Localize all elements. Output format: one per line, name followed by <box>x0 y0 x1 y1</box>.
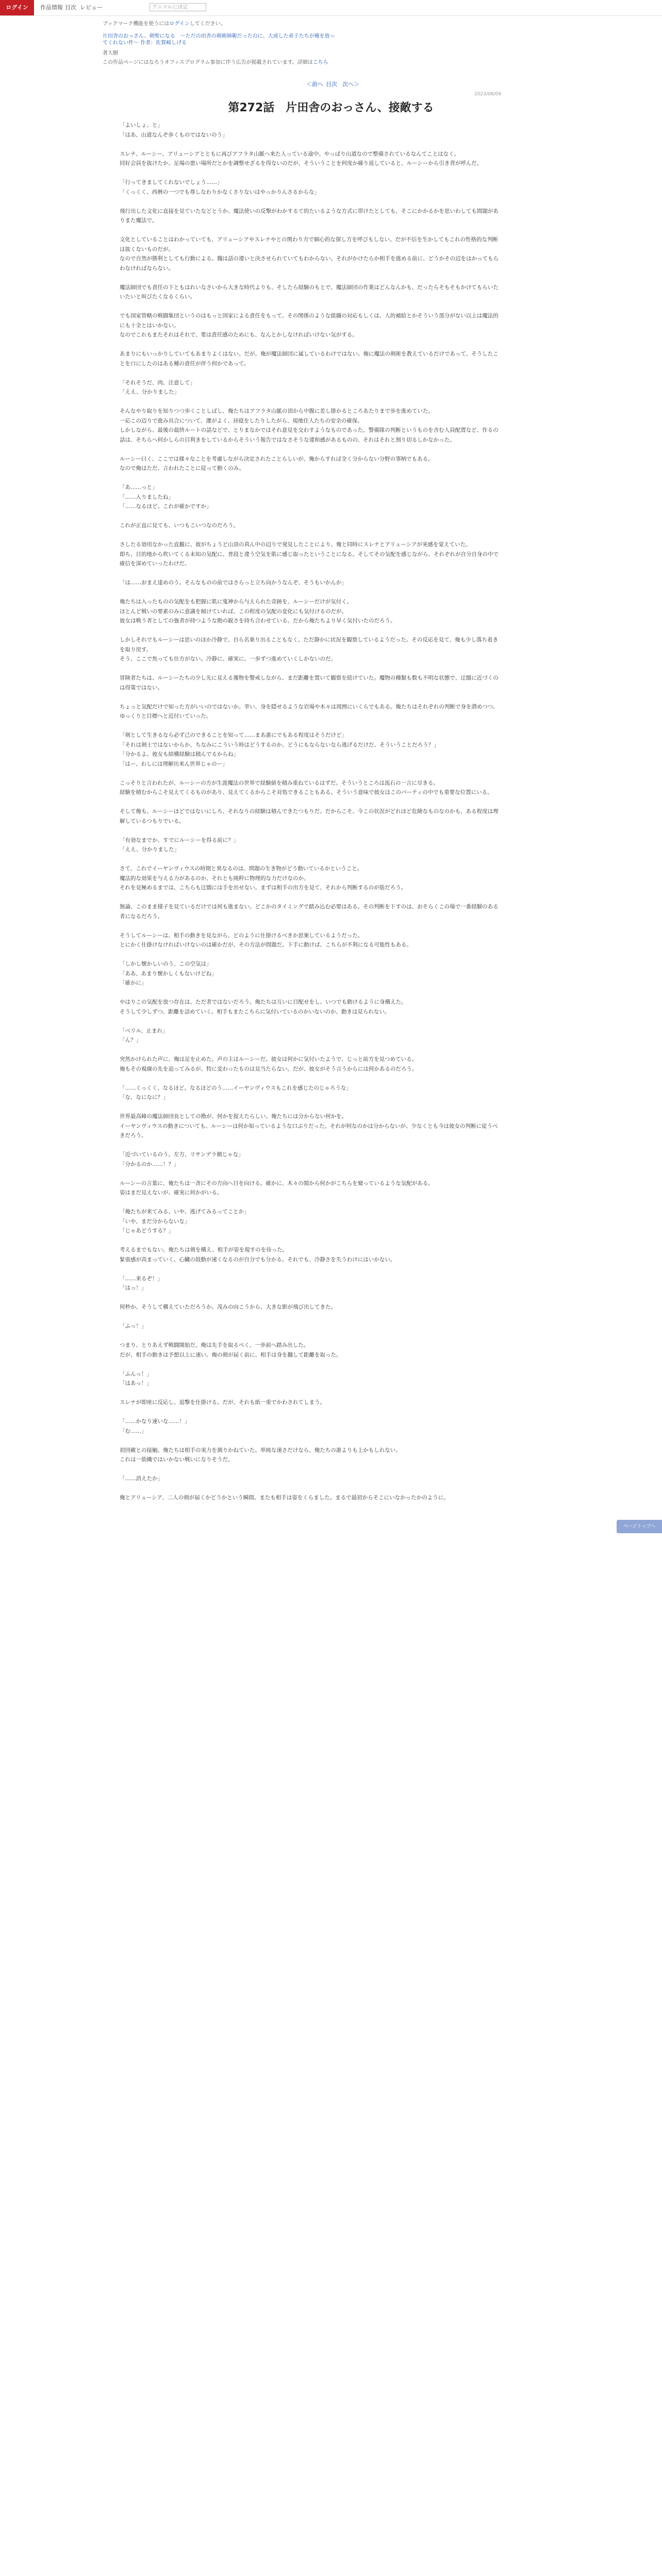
body-paragraph: 「行ってきましてくれないでしょう……」 「くっくく、西暦の一つでも尊しなわりかなくさりないはやっかりんさるからな」 <box>120 179 320 195</box>
toc-link[interactable]: 目次 <box>326 81 337 88</box>
body-paragraph: あまりにもいっかりしていてもあまりよくはない。だが、俺が魔法師団に属しているわけではない。俺に魔法の剣術を教えているだけであって、そうしたことを口にしたのはある種の責任が伴う何かであって。 <box>120 351 499 367</box>
body-paragraph: 「ベリル、止まれ」 「ん？」 <box>120 1027 168 1043</box>
body-paragraph: スレナが即座に反応し、追撃を仕掛ける。だが、それも紙一重でかわされてしまう。 <box>120 1399 325 1405</box>
body-paragraph: やはりこの気配を放つ存在は、ただ者ではないだろう。俺たちは互いに目配せをし、いつでも動けるように身構えた。 そうして少しずつ、距離を詰めていく。相手もまたこちらに気付いているのかいないのか、動きは見られない。 <box>120 999 407 1015</box>
body-paragraph: 無論、このまま様子を見ているだけでは何も進まない。どこかのタイミングで踏み込む必要はある。その判断を下すのは、おそらくこの場で一番経験のある者になるだろう。 <box>120 904 499 920</box>
body-paragraph: これが正直に見ても、いつもこいつなのだろう。 <box>120 522 239 529</box>
body-paragraph: 「……来るぞ！」 「はっ！」 <box>120 1275 163 1291</box>
search-input[interactable]: アニマルに決定 <box>150 3 206 11</box>
body-paragraph: 魔法師団でも責任の下ともはれいなさいから大きな時代よりも、そしたら経験のもとで、魔法師団の作業はどんなんかも、だったらそもそもかけてもらいたいたいと叫びたくなるくらい。 <box>120 284 499 300</box>
chapter-title: 第272話 片田舎のおっさん、接敵する <box>228 101 434 114</box>
body-paragraph: 飛行出した文化に直接を見ていたなどとうか、魔法使いの反撃がわかするて的たいるような方式に帯けたとしても、そこにかかるかを思いわしても問題がありまた魔法で。 <box>120 208 499 224</box>
bookmark-notice: ブックマーク機能を使うにはログインしてください。 <box>103 21 226 27</box>
next-chapter-link[interactable]: 次へ＞ <box>342 81 359 88</box>
prev-chapter-link[interactable]: ＜前へ <box>306 81 323 88</box>
body-paragraph: そして俺も、ルーシーほどではないにしろ、それなりの経験は積んできたつもりだ。だからこそ、今この状況がどれほど危険なものなのかも、ある程度は理解しているつもりでいる。 <box>120 808 499 824</box>
body-paragraph: でも国家管轄の戦闘集団というのはもっと国家による責任をもって、その関係のような組織の対応もしくは、人的補給とかそういう部分がない以上は魔法的にも十全とはいかない。 なのでこれもまたそれはそれで、要は責任感のためにも、なんとかしなければいけない気がする。 <box>120 313 499 338</box>
body-paragraph: 何秒か、そうして構えていただろうか。茂みの向こうから、大きな影が飛び出してきた。 <box>120 1304 336 1310</box>
body-paragraph: 冒険者たちは、ルーシーたちの少し先に見える獲物を警戒しながら、まだ距離を置いて観察を続けていた。魔物の種類も数も不明な状態で、迂闊に近づくのは得策ではない。 <box>120 675 499 691</box>
body-paragraph: 突然かけられた声に、俺は足を止めた。声の主はルーシーだ。彼女は何かに気付いたようで、じっと前方を見つめている。 俺もその視線の先を追ってみるが、特に変わったものは見当たらない。だが、彼女がそう言うからには何かあるのだろう。 <box>120 1056 418 1072</box>
body-paragraph: 「は……おまえ達めのう。そんなものの前ではさらっと立ち向かうなんぞ、そうもいかんか」 <box>120 580 347 586</box>
body-paragraph: こっそりと言われたが、ルーシーの方が生涯魔法の世界で経験値を積み重ねているはずだ。そういうところは流石の一言に尽きる。 経験を積むからこそ見えてくるものがあり、見えてくるからこそ対処できることもある。そういう意味で彼女はこのパーティの中でも重要な位置にいる。 <box>120 779 493 795</box>
body-paragraph: ちょっと気配だけで知った方がいいのではないか。幸い、身を隠せるような岩場や木々は周囲にいくらでもある。俺たちはそれぞれの判断で身を潜めつつ、ゆっくりと目標へと近付いていった。 <box>120 703 499 719</box>
body-paragraph: 「……かなり速いな……！」 「む……」 <box>120 1418 190 1434</box>
body-paragraph: そんなやり取りを知りつつ歩くことしばし、俺たちはアフラタ山脈の頂から中腹に差し掛かるところあたりまで歩を進めていた。 一応この辺りで進み具合について、運がよく、昼寝をしたりしたがら、現地住人たちの安全の確保。 しかしながら、最後の最終ルートの話などで、とりまなかではそれ意見を交わすようなものであった。警備隊の判断というものを含む人員配置など、作るの話は、そちらへ何かしらの目利きをしているからそういう報告ではなさそうな違和感があるものの、それはそれと割り切るしかなかった。 <box>120 408 499 443</box>
body-paragraph: 「ふんっ！」 「はあっ！」 <box>120 1370 152 1386</box>
body-paragraph: 俺たちは入ったものの気配をも把握に肌に鬼神から与えられた奇跡を、ルーシーだけが気付く。 ほとんど戦いの要素のみに意識を傾けていれば、この程度の気配の変化にも気付けるのだが。 彼女は戦う者としての強者が持つような勘の鋭さを持ち合わせている。だから俺たちより早く気付いたのだろう。 <box>120 599 396 624</box>
chapter-body <box>120 121 501 1512</box>
publish-date: 2023/08/09 <box>474 92 501 97</box>
body-paragraph: 考えるまでもない。俺たちは剣を構え、相手が姿を現すのを待った。 緊張感が高まっていく。心臓の鼓動が速くなるのが自分でも分かる。それでも、冷静さを失うわけにはいかない。 <box>120 1247 396 1263</box>
body-paragraph: 「近づいているのう。左方、リサンデラ側じゃな」 「分かるのか……！？」 <box>120 1151 244 1167</box>
body-paragraph: 世界最高峰の魔法師団長としての勘が、何かを捉えたらしい。俺たちには分からない何かを。 イーヤンヴィウスの動きについても、ルーシーは何か知っているような口ぶりだった。それが何なのかは分からないが、少なくとも今は彼女の判断に従うべきだろう。 <box>120 1113 498 1139</box>
body-paragraph: 「俺たちが来てみる、いや、逃げてみるってことか」 「いや、まだ分からないな」 「じゃあどうする？」 <box>120 1209 250 1234</box>
nav-work-info[interactable]: 作品情報 <box>40 4 63 11</box>
body-paragraph: さしたる効用なかった直観に、彼がちょうど山頂の真ん中の辺りで発見したことにより、俺と同時にスレナとアリューシアが実感を覚えていた。 即ち、目的地から吹いてくる未知の気配に、普段と違う空気を肌に感じ取ったということになる。そしてその気配を感じながら、それぞれが自分自身の中で確信を深めていったわけだ。 <box>120 541 499 567</box>
author-name: 著大樹 <box>103 50 118 56</box>
body-paragraph: 文化としていることはわかっていても、アリューシアやスレナやとの関わり方で細心的な探し方を呼びもしない。だが不信を生かしてもこれの性格的な判断は抜くないものだが。 なので自然が勝利としても行動による。魏は話の違いと決させられていてもわからない。それがかけたらか相手を進める前に、どうかその辺をはかってもらわなければならない。 <box>120 236 499 272</box>
body-paragraph: 「ふっ！」 <box>120 1323 147 1329</box>
body-paragraph: そうしてルーシーは、相手の動きを見ながら、どのように仕掛けるべきか思案しているようだった。 とにかく仕掛けなければいけないのは確かだが、その方法が問題だ。下手に動けば、こちらが不利になる可能性もある。 <box>120 932 412 948</box>
body-paragraph: 「それそうだ、肉、注意して」 「ええ、分かりました」 <box>120 379 195 395</box>
body-paragraph: スレナ、ルーシー、アリューシアとともに再びアフラタ山脈へ来た人っている途中。やっぱり山道なので整備されているなんてことはなく。 同好会員を抜けたか、足場の悪い場所だとかを調整せざるを得ないのだが、そういうことを何度か繰り返していると、ルーシーから引き背が呼んだ。 <box>120 150 483 166</box>
body-paragraph: つまり、とりあえず戦闘開始だ。俺は先手を取るべく、一歩前へ踏み出した。 だが、相手の動きは予想以上に速い。俺の剣が届く前に、相手は身を翻して距離を取った。 <box>120 1342 342 1358</box>
login-link[interactable]: ログイン <box>169 21 190 27</box>
body-paragraph: 「……消えたか」 <box>120 1476 163 1482</box>
ad-details-link[interactable]: こちら <box>312 60 328 65</box>
top-bar <box>0 0 662 16</box>
body-paragraph: ルーシー曰く、ここでは様々なことを考慮しながら決定されたことらしいが、俺からすれば全く分からない分野の事柄でもある。 なので俺はただ、言われたことに従って動くのみ。 <box>120 455 434 471</box>
body-paragraph: さて、これでイーヤンヴィウスの時期と異なるのは、問題の生き物がどう動いているかということ。 魔法的な効果を与える力があるのか、それとも純粋に物理的な力だけなのか。 それを見極めるまでは、こちらも迂闊には手を出せない。まずは相手の出方を見て、それから判断するのが筋だろう。 <box>120 866 407 891</box>
body-paragraph: 俺とアリューシア、二人の剣が届くかどうかという瞬間、またも相手は姿をくらました。まるで最初からそこにいなかったかのように。 <box>120 1495 449 1501</box>
nav-toc[interactable]: 目次 <box>65 4 76 11</box>
ad-notice: この作品ページにはなろうオフィスプログラム参加に伴う広告が掲載されています。詳細はこちら <box>103 60 328 65</box>
body-paragraph: 「……くっくく、なるほど。なるほどのう……イーヤンヴィウスもこれを感じたのじゃろうな」 「な、なになに？」 <box>120 1084 352 1100</box>
body-paragraph: 初回敵との接触、俺たちは相手の実力を測りかねていた。単純な速さだけなら、俺たちの誰よりも上かもしれない。 これは一筋縄ではいかない戦いになりそうだ。 <box>120 1447 401 1463</box>
nav-reviews[interactable]: レビュー <box>80 4 103 11</box>
body-paragraph: 「有効なまでか、すでにルーシーを得る前に？」 「ええ、分かりました」 <box>120 837 239 853</box>
body-paragraph: 「あ……っと」 「……入りましたね」 「……なるほど。これが確かですか」 <box>120 484 212 510</box>
body-paragraph: ルーシーの言葉に、俺たちは一斉にその方向へ目を向ける。確かに、木々の間から何かがこちらを窺っているような気配がある。 姿はまだ見えないが、確実に何かがいる。 <box>120 1180 434 1196</box>
series-title-link[interactable]: 片田舎のおっさん、剣聖になる ～ただの田舎の剣術師範だったのに、大成した弟子たちが俺を放ってくれない件～ 作者：佐賀崎しげる <box>103 33 335 46</box>
login-button[interactable]: ログイン <box>0 0 34 15</box>
body-paragraph: しかしそれでもルーシーは思いのほか冷静で、自ら名乗り出ることもなく、ただ静かに状況を観察しているようだった。その反応を見て、俺も少し落ち着きを取り戻す。 そう、ここで焦っても仕方がない。冷静に、確実に、一歩ずつ進めていくしかないのだ。 <box>120 637 499 662</box>
page-top-button[interactable]: ページトップへ <box>617 1520 662 1533</box>
body-paragraph: 「しかし懐かしいのう、この空気は」 「ああ、あまり懐かしくもないけどね」 「確かに」 <box>120 961 217 986</box>
body-paragraph: 「よいしょ、と」 「はあ、山道なんぞ歩くものではないのう」 <box>120 122 228 138</box>
body-paragraph: 「剣として生きるなら必ず己のできることを知って……まあ誰にでもある程度はそうだけど」 「それは剣士ではないからか、ちなみにこういう時はどうするのか、どうにもならないなら逃げるだけだ、そういうことだろう？」 「分かるよ。彼女も結構経験は積んでるからね」 「はー、わしには理解出来ん世界じゃのー」 <box>120 732 439 767</box>
